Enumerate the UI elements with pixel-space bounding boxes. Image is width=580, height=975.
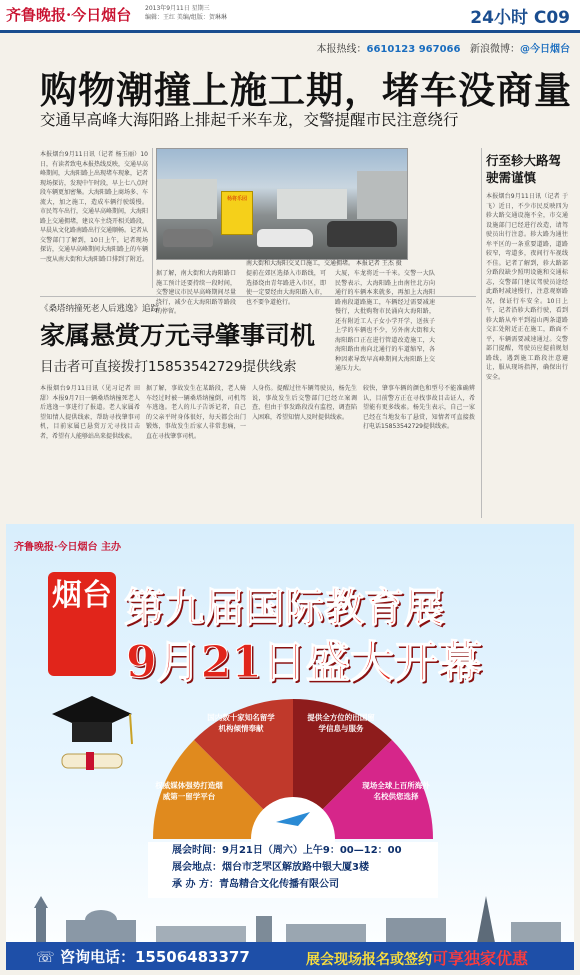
issue-date: 2013年9月11日 星期三 (145, 5, 210, 12)
section-divider (40, 296, 476, 297)
time-value: 9月21日（周六）上午9：00—12：00 (222, 845, 402, 856)
ad-title: 第九届国际教育展 (124, 584, 444, 631)
issue-editors: 编辑：王红 美编/组版：贺琳琳 (145, 14, 227, 21)
sidebar-title: 行至轸大路驾驶需谨慎 (486, 153, 562, 185)
newspaper-logo: 齐鲁晚报·今日烟台 (6, 6, 132, 24)
service-wheel (148, 694, 438, 839)
column-divider (152, 148, 153, 288)
hotline-numbers: 6610123 967066 (366, 44, 461, 55)
landmarks-skyline (6, 896, 574, 948)
story2-headline: 家属悬赏万元寻肇事司机 (40, 321, 316, 350)
building (277, 189, 347, 219)
story1-column-3: 提前在郊区选择入市路线，可选择绕由青年路进入市区，即使一定要经由大海阳路入市，也不要争道抢行。 (246, 270, 326, 306)
wheel-text-right: 现场全球上百所海外名校供您选择 (362, 781, 430, 801)
car (327, 221, 397, 247)
story2-tag: 《桑塔纳撞死老人后逃逸》追踪 (40, 304, 160, 314)
graduation-cap-icon (42, 674, 142, 794)
building (357, 171, 407, 219)
badge-text: 烟台 (52, 578, 112, 613)
story1-text-1: 本报烟台9月11日讯（记者 杨玉丽）10日，有读者致电本报热线反映，交通早高峰期间，大海阳路上出现堵车现象，记者现场探访，发现中午时段，早上七八点时段车辆更加密集。大海阳路上商场多、车流大，加之施工，造成车辆行驶缓慢。 (40, 151, 149, 206)
story2-column-4: 较快，肇事车辆的颜色和型号不能准确辨认，目前警方正在寻找事故目击证人，希望能有更多线索。杨先生表示，自己一家已经在当地发布了悬赏，知情者可直接拨打电话15853542729提供线索。 (363, 385, 475, 430)
phone-label: 咨询电话： (59, 948, 135, 966)
page-label: 24小时 C09 (470, 8, 570, 28)
place-label: 展会地点： (172, 862, 222, 873)
sidebar-body: 本报烟台9月11日讯（记者 于飞）近日，不少市民反映四为轸大路交通设施不全，市交通设施部门已经进行改造，请驾驶员出行注意。轸大路为通往牟平区的一条重要道路，道路较窄，弯道多，夜间行车视线不佳。记者了解到，轸大路部分路段缺少照明设施和交通标志，交警部门建议驾驶员途经此路时减速慢行，注意观察路况，保证行车安全。10日上午，记者沿轸大路行驶，看到轸大路从牟平到福山两条道路交汇处附近正在施工，路面不平，车辆需要减速通过。交警部门提醒，驾驶员应提前规划路线，遇到施工路段注意避让，服从现场指挥，确保出行安全。 (486, 193, 568, 381)
story2-subhead: 目击者可直接拨打15853542729提供线索 (40, 359, 297, 375)
yantai-badge (48, 572, 116, 676)
building (157, 179, 217, 219)
ad-organizer: 齐鲁晚报·今日烟台 主办 (14, 542, 121, 553)
main-headline: 购物潮撞上施工期，堵车没商量 (40, 69, 572, 112)
expo-time (148, 842, 438, 859)
traffic-photo (156, 148, 408, 260)
ad-date-title: 9月21日盛大开幕 (126, 637, 482, 688)
ad-bottom-bar (6, 942, 574, 970)
education-expo-ad (6, 524, 574, 970)
weibo-handle: @今日烟台 (520, 44, 570, 55)
expo-place (148, 859, 438, 876)
story1-column-2b: 据了解，南大街和大海阳路口施工预计还要持续一段时间，交警建议市民早高峰期间尽量绕行，减少在大海阳路等路段的停留。 (156, 270, 236, 315)
photo-caption: 南大街和大海阳交叉口施工，交通拥堵。 本报记者 王杰 摄 (246, 260, 402, 267)
main-subhead: 交通早高峰大海阳路上排起千米车龙，交警提醒市民注意绕行 (40, 111, 459, 129)
story1-text-1b: 市民驾车出行，交通早高峰期间，大海阳路上交通拥堵，建议车主绕开相关路段，早晨从文化路南路出行交通顺畅。记者从交警部门了解到，10日上午，记者现场探访，交通早高峰期间大海阳路上的车辆一度从南大街和大海阳路口排到了附近。 (40, 208, 149, 263)
story2-column-2: 据了解，事故发生在某路段，老人骑车经过时被一辆桑塔纳撞倒，司机驾车逃逸。老人的儿子告诉记者，自己的父亲平时身体很好，每天都会出门锻炼，事故发生后家人非常悲痛，一直在寻找肇事司机。 (146, 385, 246, 440)
wheel-text-left: 权威媒体强势打造烟威第一留学平台 (155, 781, 223, 801)
time-label: 展会时间： (172, 845, 222, 856)
offer-emphasis: 可享独家优惠 (432, 949, 529, 968)
wheel-text-top-right: 提供全方位的出国留学信息与服务 (307, 713, 375, 733)
wheel-text-top-left: 国内数十家知名留学机构倾情奉献 (207, 713, 275, 733)
offer-text: 展会现场报名或签约 (306, 952, 432, 968)
sidebar-divider (481, 148, 482, 518)
hotline-bar (0, 40, 570, 55)
phone-icon: ☏ (36, 948, 60, 966)
expo-info-box (148, 842, 438, 898)
consult-phone (36, 946, 250, 967)
hotline-label: 本报热线： (316, 44, 367, 55)
story2-column-3: 人身伤。提醒过往车辆驾驶员，杨先生说，事故发生后交警部门已经立案调查，但由于事发路段没有监控，调查陷入困难，希望知情人及时提供线索。 (252, 385, 357, 421)
host-value: 青岛精合文化传播有限公司 (218, 879, 339, 890)
place-value: 烟台市芝罘区解放路中银大厦3楼 (222, 862, 369, 873)
issue-meta (145, 4, 227, 22)
story1-column-1 (40, 150, 148, 285)
story1-column-4: 大厦，车龙将近一千米。交警一大队民警表示，大海阳路上由南往北方向通行的车辆本来就多，再加上大海阳路南段道路施工，车辆经过需要减速慢行，大批购物市民涌向大海阳路，还有附近工人子女小学开学，送孩子上学的车辆也不少，另外南大街和大海阳路口正在进行管道改造施工，大海阳路由南向北通行的车道缩窄，各种因素导致早高峰期间大海阳路上交通压力大。 (335, 270, 435, 372)
phone-number: 15506483377 (135, 948, 250, 966)
masthead (0, 0, 580, 33)
car (163, 229, 213, 247)
expo-host (148, 876, 438, 893)
shop-sign: 杨将乐园 (221, 191, 253, 235)
host-label: 承 办 方： (172, 879, 219, 890)
story2-column-1: 本报烟台9月11日讯（见习记者 田甜）本报9月7日一辆桑塔纳撞死老人后逃逸一事进行了报道。老人家属希望知情人提供线索，帮助寻找肇事司机，目前家属已悬赏万元寻找目击者，希望有人能够站出来提供线索。 (40, 385, 140, 440)
weibo-label: 新浪微博： (470, 44, 520, 55)
signup-offer (306, 946, 528, 969)
car (257, 229, 313, 247)
